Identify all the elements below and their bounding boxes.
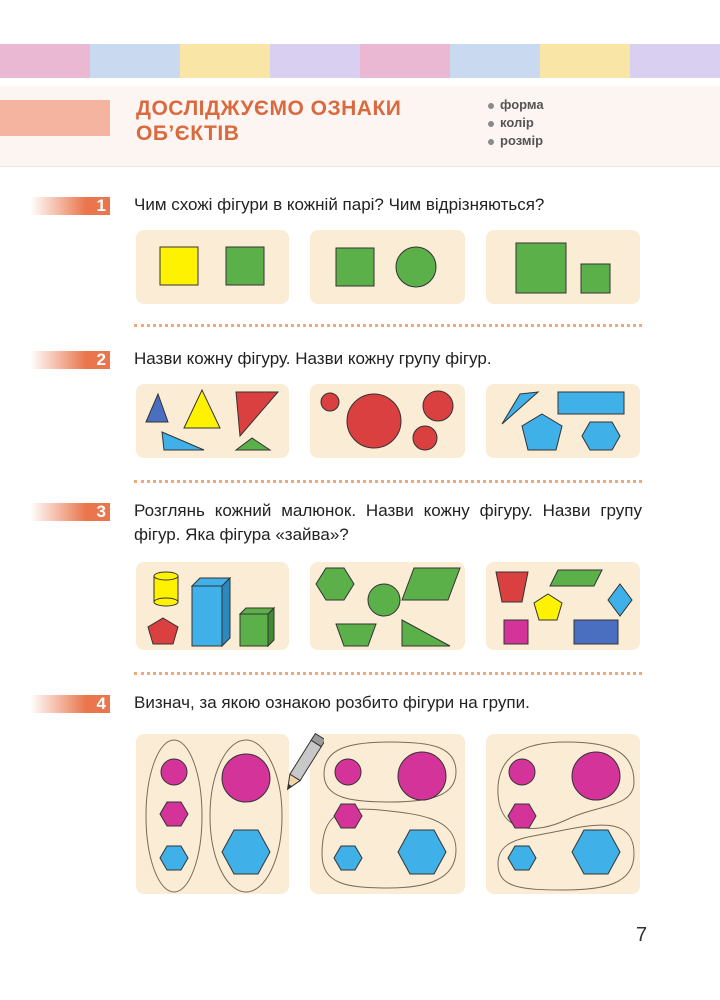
- blue-rectangle-shape: [558, 392, 624, 414]
- red-circle-shape: [321, 393, 339, 411]
- yellow-triangle-shape: [184, 390, 220, 428]
- topic-list: [488, 96, 544, 150]
- blue-triangle-shape: [162, 432, 204, 450]
- blue-hexagon-shape: [582, 422, 620, 450]
- stripe-segment: [450, 44, 540, 78]
- green-hexagon-shape: [316, 568, 354, 600]
- page-number: 7: [636, 924, 648, 946]
- task-text-1: Чим схожі фігури в кожній парі? Чим відрізняються?: [134, 195, 545, 214]
- task-text-3: Розглянь кожний малюнок. Назви кожну фігуру. Назви групу фігур. Яка фігура «зайва»?: [134, 501, 642, 544]
- magenta-square-shape: [504, 620, 528, 644]
- big-magenta-circle-shape: [572, 752, 620, 800]
- red-circle-shape: [347, 394, 401, 448]
- blue-pentagon-shape: [522, 414, 562, 450]
- blue-rhombus-shape: [608, 584, 632, 616]
- task3-picture-3: [486, 562, 640, 650]
- green-square-shape: [336, 248, 374, 286]
- stripe-segment: [90, 44, 180, 78]
- topic-item: колір: [488, 114, 544, 132]
- task2-triangles-group: [136, 384, 289, 458]
- small-magenta-circle-shape: [161, 759, 187, 785]
- task4-picture-2: [310, 734, 465, 894]
- task4-picture-1: [136, 734, 289, 894]
- stripe-segment: [630, 44, 720, 78]
- green-cube-shape: [240, 614, 268, 646]
- dotted-separator: [134, 480, 642, 483]
- lesson-title-line2: ОБ’ЄКТІВ: [136, 122, 240, 145]
- small-magenta-hexagon-shape: [334, 804, 362, 828]
- big-magenta-circle-shape: [222, 754, 270, 802]
- red-pentagon-shape: [148, 618, 178, 644]
- green-parallelogram-shape: [550, 570, 602, 586]
- yellow-square-shape: [160, 247, 198, 285]
- task1-pair-3: [486, 230, 640, 304]
- task-number-2: 2: [30, 351, 110, 369]
- green-parallelogram-shape: [402, 568, 460, 600]
- navy-triangle-shape: [146, 394, 168, 422]
- small-magenta-circle-shape: [335, 759, 361, 785]
- task2-polygons-group: [486, 384, 640, 458]
- small-magenta-hexagon-shape: [508, 804, 536, 828]
- task-number-3: 3: [30, 503, 110, 521]
- cylinder-top: [154, 572, 178, 580]
- cylinder-bottom: [154, 598, 178, 606]
- stripe-segment: [0, 44, 90, 78]
- lesson-title: [136, 96, 401, 146]
- big-blue-hexagon-shape: [222, 830, 270, 874]
- yellow-pentagon-shape: [534, 594, 562, 620]
- topic-item: форма: [488, 96, 544, 114]
- red-circle-shape: [413, 426, 437, 450]
- big-blue-hexagon-shape: [572, 830, 620, 874]
- topic-item: розмір: [488, 132, 544, 150]
- big-magenta-circle-shape: [398, 752, 446, 800]
- task4-picture-3: [486, 734, 640, 894]
- stripe-segment: [180, 44, 270, 78]
- task3-picture-1: [136, 562, 289, 650]
- task2-circles-group: [310, 384, 465, 458]
- dotted-separator: [134, 672, 642, 675]
- lesson-header: [0, 86, 720, 167]
- bullet-icon: [488, 103, 494, 109]
- small-blue-hexagon-shape: [334, 846, 362, 870]
- green-triangle-shape: [236, 438, 270, 450]
- top-color-stripe: [0, 44, 720, 78]
- cube-side: [268, 608, 274, 646]
- task-number-4: 4: [30, 695, 110, 713]
- stripe-segment: [360, 44, 450, 78]
- task-number-1: 1: [30, 197, 110, 215]
- small-magenta-circle-shape: [509, 759, 535, 785]
- bullet-icon: [488, 139, 494, 145]
- small-blue-hexagon-shape: [508, 846, 536, 870]
- blue-prism-shape: [192, 586, 222, 646]
- bullet-icon: [488, 121, 494, 127]
- red-trapezoid-shape: [496, 572, 528, 602]
- green-trapezoid-shape: [336, 624, 376, 646]
- stripe-segment: [270, 44, 360, 78]
- task-text-4: Визнач, за якою ознакою розбито фігури на групи.: [134, 693, 530, 712]
- green-triangle-shape: [402, 620, 450, 646]
- red-triangle-shape: [236, 392, 278, 436]
- lesson-title-line1: ДОСЛІДЖУЄМО ОЗНАКИ: [136, 97, 402, 120]
- small-green-square-shape: [581, 264, 610, 293]
- task1-pair-1: [136, 230, 289, 304]
- big-green-square-shape: [516, 243, 566, 293]
- prism-side: [222, 578, 230, 646]
- small-magenta-hexagon-shape: [160, 802, 188, 826]
- stripe-segment: [540, 44, 630, 78]
- green-circle-shape: [368, 584, 400, 616]
- big-blue-hexagon-shape: [398, 830, 446, 874]
- green-circle-shape: [396, 247, 436, 287]
- task3-picture-2: [310, 562, 465, 650]
- header-accent-bar: [0, 100, 110, 136]
- dotted-separator: [134, 324, 642, 327]
- small-blue-hexagon-shape: [160, 846, 188, 870]
- red-circle-shape: [423, 391, 453, 421]
- green-square-shape: [226, 247, 264, 285]
- pencil-icon: [284, 728, 324, 798]
- navy-rectangle-shape: [574, 620, 618, 644]
- task1-pair-2: [310, 230, 465, 304]
- task-text-2: Назви кожну фігуру. Назви кожну групу фігур.: [134, 349, 492, 368]
